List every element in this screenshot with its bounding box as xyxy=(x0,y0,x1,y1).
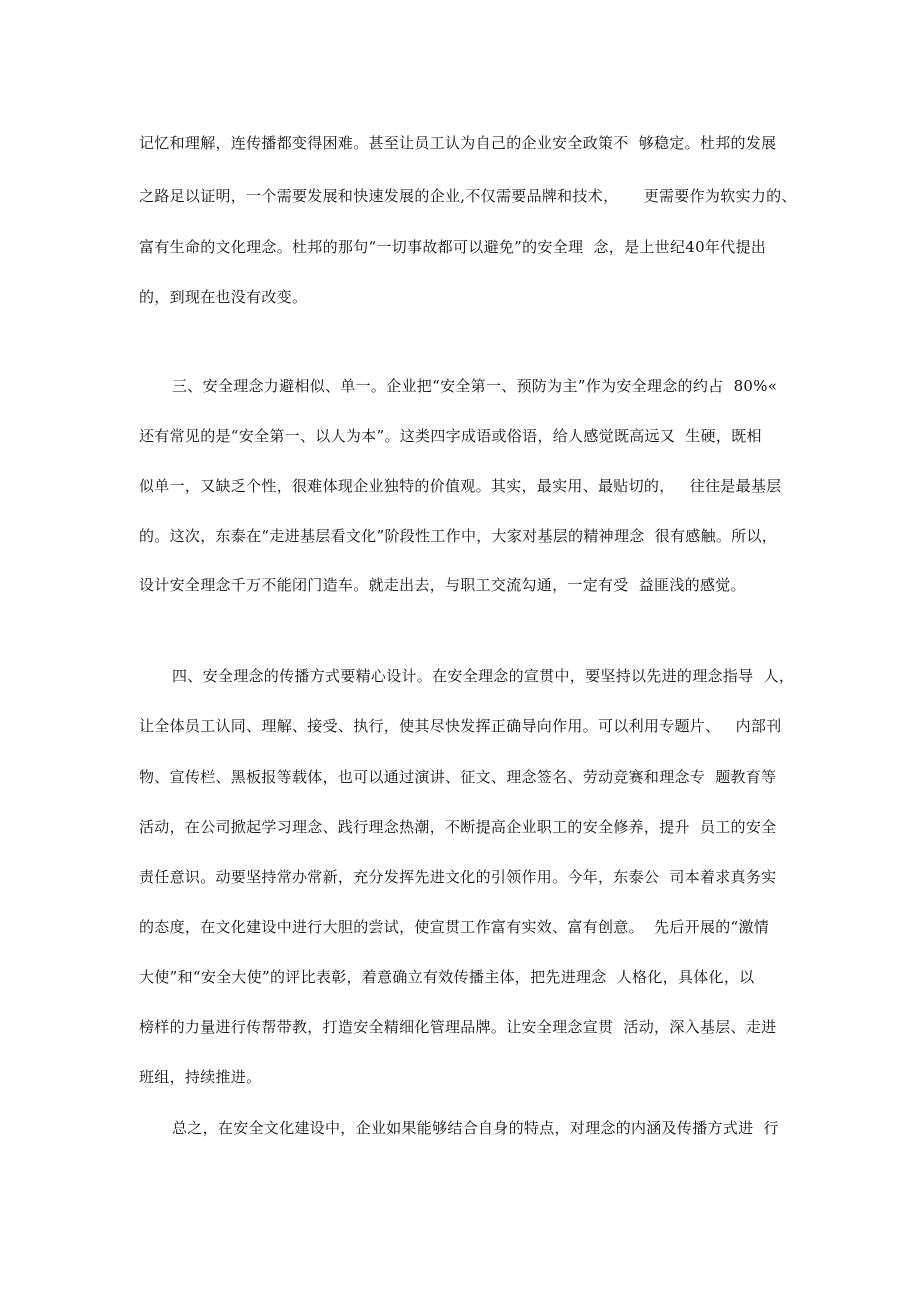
text-line: 三、安全理念力避相似、单一。企业把“安全第一、预防为主”作为安全理念的约占 80%« xyxy=(172,377,778,395)
text-line: 的。这次，东泰在“走进基层看文化”阶段性工作中，大家对基层的精神理念 很有感触。所以， xyxy=(139,527,778,545)
text-line: 榜样的力量进行传帮带教，打造安全精细化管理品牌。让安全理念宣贯 活动，深入基层、走进 xyxy=(139,1018,777,1036)
text-line: 总之，在安全文化建设中，企业如果能够结合自身的特点，对理念的内涵及传播方式进 行 xyxy=(172,1119,779,1137)
text-line: 让全体员工认同、理解、接受、执行，使其尽快发挥正确导向作用。可以利用专题片、 内部刊 xyxy=(139,717,782,735)
text-line: 的，到现在也没有改变。 xyxy=(139,288,308,306)
text-line: 大使”和“安全大使”的评比表彰，着意确立有效传播主体，把先进理念 人格化，具体化，以 xyxy=(139,968,755,986)
text-line: 似单一，又缺乏个性，很难体现企业独特的价值观。其实，最实用、最贴切的， 往往是最基层 xyxy=(139,477,782,495)
text-line: 富有生命的文化理念。杜邦的那句“一切事故都可以避免”的安全理 念，是上世纪40年代提出 xyxy=(139,238,767,256)
text-line: 班组，持续推进。 xyxy=(139,1068,262,1086)
text-line: 还有常见的是“安全第一、以人为本”。这类四字成语或俗语，给人感觉既高远又 生硬，既相 xyxy=(139,427,762,445)
text-line: 四、安全理念的传播方式要精心设计。在安全理念的宣贯中，要坚持以先进的理念指导 人， xyxy=(172,667,795,685)
text-line: 记忆和理解，连传播都变得困难。甚至让员工认为自己的企业安全政策不 够稳定。杜邦的发展 xyxy=(139,134,777,152)
text-line: 之路足以证明，一个需要发展和快速发展的企业,不仅需要品牌和技术， 更需要作为软实力的、 xyxy=(139,187,797,205)
text-line: 的态度，在文化建设中进行大胆的尝试，使宣贯工作富有实效、富有创意。 先后开展的“激情 xyxy=(139,918,770,936)
text-line: 活动，在公司掀起学习理念、践行理念热潮，不断提高企业职工的安全修养，提升 员工的安全 xyxy=(139,818,777,836)
text-line: 物、宣传栏、黑板报等载体，也可以通过演讲、征文、理念签名、劳动竞赛和理念专 题教育等 xyxy=(139,768,777,786)
text-line: 责任意识。动要坚持常办常新，充分发挥先进文化的引领作用。今年，东泰公 司本着求真务实 xyxy=(139,868,777,886)
text-line: 设计安全理念千万不能闭门造车。就走出去，与职工交流勾通，一定有受 益匪浅的感觉。 xyxy=(139,576,746,594)
